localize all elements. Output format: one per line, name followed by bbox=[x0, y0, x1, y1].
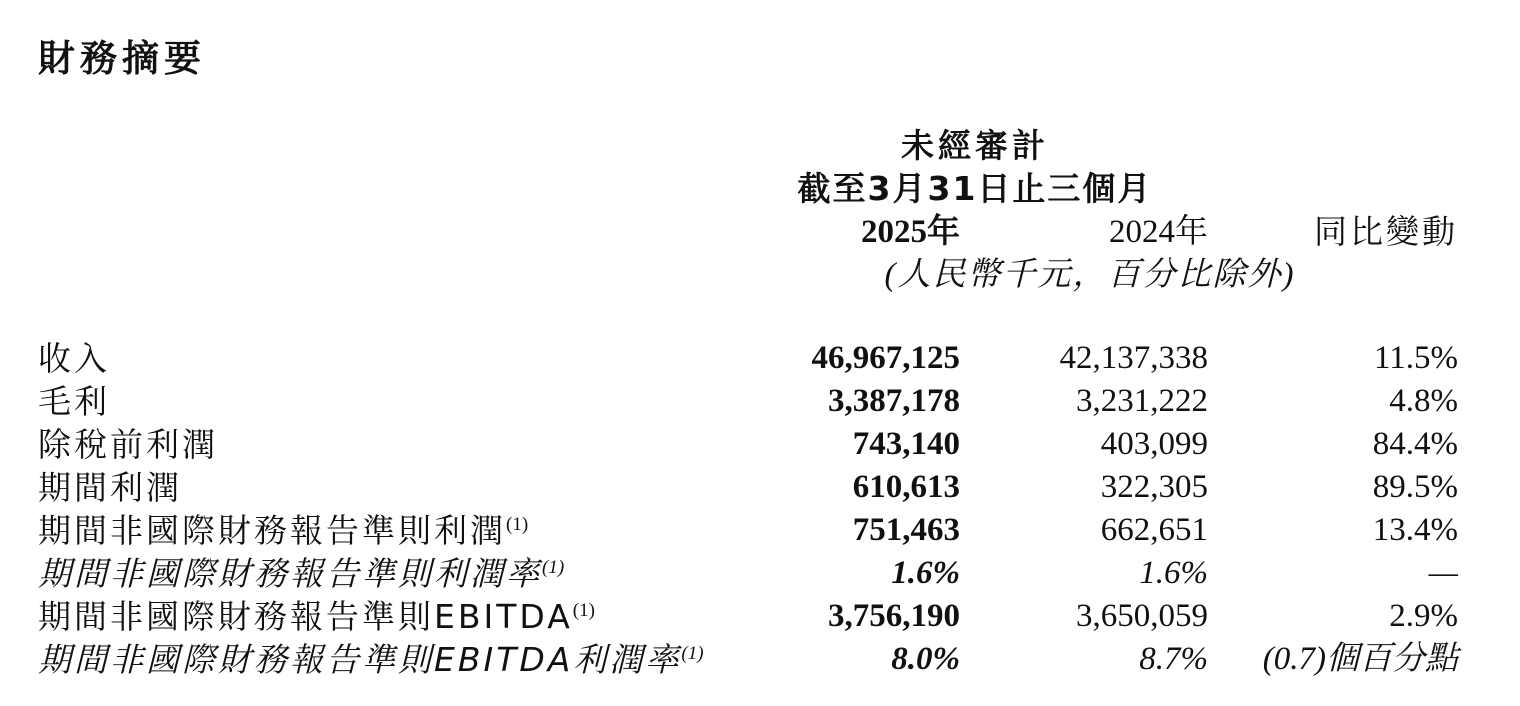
value-2025: 743,140 bbox=[852, 426, 960, 462]
value-2025: 8.0% bbox=[891, 641, 960, 677]
value-yoy-change: 89.5% bbox=[1372, 469, 1458, 505]
value-2025: 610,613 bbox=[852, 469, 960, 505]
column-header-yoy-change: 同比變動 bbox=[1314, 212, 1458, 251]
value-2025: 3,387,178 bbox=[828, 383, 960, 419]
value-2025: 751,463 bbox=[852, 512, 960, 548]
value-2024: 1.6% bbox=[1139, 555, 1208, 591]
value-2025: 46,967,125 bbox=[811, 340, 960, 376]
table-row-non-ifrs-ebitda-margin bbox=[0, 638, 1520, 681]
table-row-non-ifrs-profit-margin bbox=[0, 552, 1520, 595]
value-2024: 3,231,222 bbox=[1076, 383, 1208, 419]
unit-note: (人民幣千元，百分比除外) bbox=[884, 257, 1296, 293]
table-row-non-ifrs-ebitda bbox=[0, 595, 1520, 638]
value-yoy-change: (0.7)個百分點 bbox=[1262, 641, 1458, 677]
column-header-2024: 2024年 bbox=[1109, 214, 1208, 250]
row-label: 收入 bbox=[38, 339, 110, 378]
value-yoy-change: — bbox=[1428, 555, 1458, 591]
row-label: 期間非國際財務報告準則EBITDA利潤率$^{(1)}$ bbox=[38, 640, 704, 679]
value-yoy-change: 84.4% bbox=[1372, 426, 1458, 462]
table-row-gross-profit bbox=[0, 380, 1520, 423]
row-label: 期間非國際財務報告準則利潤$^{(1)}$ bbox=[38, 511, 529, 550]
header-unaudited: 未經審計 bbox=[901, 126, 1049, 165]
value-2025: 3,756,190 bbox=[828, 598, 960, 634]
column-header-2025: 2025年 bbox=[861, 214, 960, 250]
header-period: 截至3月31日止三個月 bbox=[797, 169, 1153, 208]
table-row-non-ifrs-profit bbox=[0, 509, 1520, 552]
table-row-profit-before-tax bbox=[0, 423, 1520, 466]
value-yoy-change: 13.4% bbox=[1372, 512, 1458, 548]
table-row-profit-for-period bbox=[0, 466, 1520, 509]
value-2024: 42,137,338 bbox=[1059, 340, 1208, 376]
value-yoy-change: 4.8% bbox=[1389, 383, 1458, 419]
row-label: 除稅前利潤 bbox=[38, 425, 218, 464]
value-2024: 403,099 bbox=[1100, 426, 1208, 462]
row-label: 期間利潤 bbox=[38, 468, 182, 507]
value-2024: 322,305 bbox=[1100, 469, 1208, 505]
value-yoy-change: 11.5% bbox=[1373, 340, 1458, 376]
value-2024: 662,651 bbox=[1100, 512, 1208, 548]
page-title: 財務摘要 bbox=[38, 37, 206, 80]
value-2025: 1.6% bbox=[891, 555, 960, 591]
value-2024: 8.7% bbox=[1139, 641, 1208, 677]
row-label: 毛利 bbox=[38, 382, 110, 421]
value-yoy-change: 2.9% bbox=[1389, 598, 1458, 634]
row-label: 期間非國際財務報告準則EBITDA$^{(1)}$ bbox=[38, 597, 595, 636]
table-row-revenue bbox=[0, 337, 1520, 380]
row-label: 期間非國際財務報告準則利潤率$^{(1)}$ bbox=[38, 554, 565, 593]
value-2024: 3,650,059 bbox=[1076, 598, 1208, 634]
